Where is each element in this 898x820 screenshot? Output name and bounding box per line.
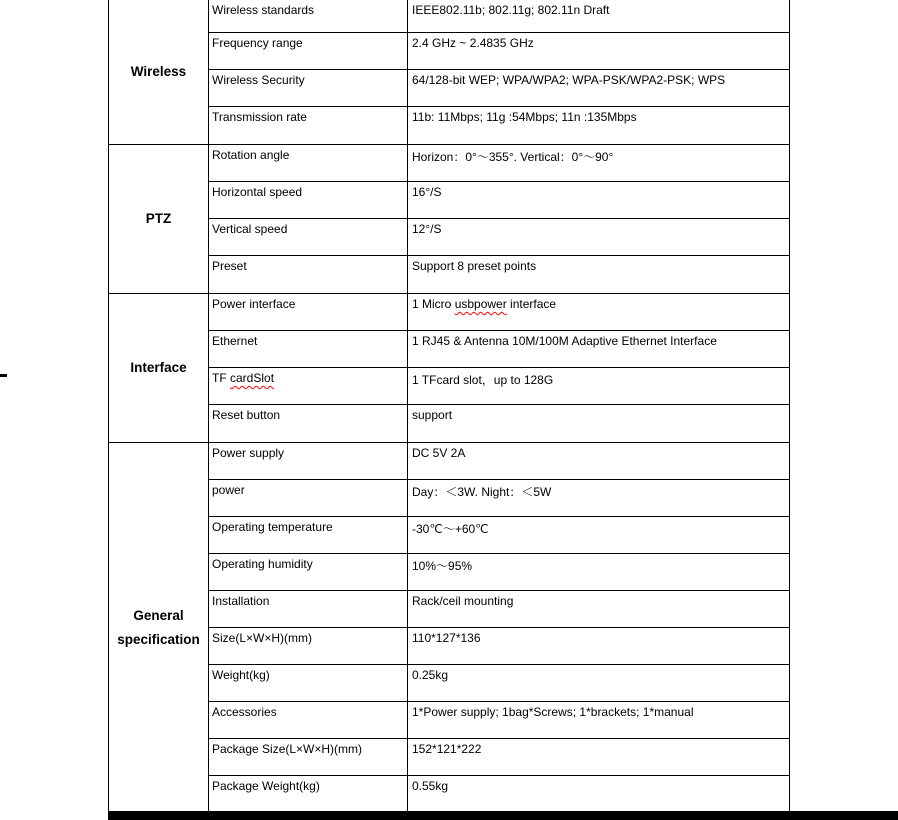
table-row	[209, 331, 790, 368]
section-rows	[209, 145, 790, 293]
spec-name-cell: Wireless standards	[209, 0, 408, 32]
spellcheck-underline: cardSlot	[230, 371, 275, 385]
spec-name-cell: Frequency range	[209, 33, 408, 69]
section-rows	[209, 443, 790, 813]
spec-name-cell: power	[209, 480, 408, 516]
spec-name-cell: Package Size(L×W×H)(mm)	[209, 739, 408, 775]
spec-value-cell: IEEE802.11b; 802.11g; 802.11n Draft	[408, 0, 790, 32]
spec-name-cell: Ethernet	[209, 331, 408, 367]
spec-value-cell: DC 5V 2A	[408, 443, 790, 479]
category-label: General specification	[109, 443, 209, 813]
section-rows	[209, 294, 790, 442]
spec-table	[108, 0, 790, 814]
table-row	[209, 256, 790, 293]
spec-value-cell: 2.4 GHz ~ 2.4835 GHz	[408, 33, 790, 69]
spec-name-cell: Size(L×W×H)(mm)	[209, 628, 408, 664]
spec-value-cell: 110*127*136	[408, 628, 790, 664]
spec-value-cell: support	[408, 405, 790, 442]
table-row	[209, 107, 790, 144]
spec-section	[109, 145, 790, 294]
spec-value-cell: 16°/S	[408, 182, 790, 218]
page-bottom-bar	[108, 811, 898, 820]
category-label: Wireless	[109, 0, 209, 144]
table-row	[209, 294, 790, 331]
spec-name-cell: Power interface	[209, 294, 408, 330]
spec-name-cell: Weight(kg)	[209, 665, 408, 701]
spec-name-cell: Rotation angle	[209, 145, 408, 181]
table-row	[209, 665, 790, 702]
table-row	[209, 702, 790, 739]
table-row	[209, 554, 790, 591]
spec-value-cell: -30℃～+60℃	[408, 517, 790, 553]
spec-value-cell: 1 Micro usbpower interface	[408, 294, 790, 330]
spec-value-cell: 12°/S	[408, 219, 790, 255]
table-row	[209, 145, 790, 182]
spec-value-cell: 0.55kg	[408, 776, 790, 813]
table-row	[209, 628, 790, 665]
spec-name-cell: Accessories	[209, 702, 408, 738]
section-rows	[209, 0, 790, 144]
table-row	[209, 182, 790, 219]
table-row	[209, 480, 790, 517]
table-row	[209, 591, 790, 628]
spec-name-cell: Operating humidity	[209, 554, 408, 590]
table-row	[209, 443, 790, 480]
spec-value-cell: 11b: 11Mbps; 11g :54Mbps; 11n :135Mbps	[408, 107, 790, 144]
spec-value-cell: Day：＜3W. Night：＜5W	[408, 480, 790, 516]
spec-value-cell: 10%～95%	[408, 554, 790, 590]
spec-name-cell: Wireless Security	[209, 70, 408, 106]
spec-section	[109, 443, 790, 814]
spec-value-cell: 1 RJ45 & Antenna 10M/100M Adaptive Ethernet Interface	[408, 331, 790, 367]
category-label: Interface	[109, 294, 209, 442]
margin-tick	[0, 374, 7, 377]
table-row	[209, 405, 790, 442]
spec-value-cell: 64/128-bit WEP; WPA/WPA2; WPA-PSK/WPA2-PSK; WPS	[408, 70, 790, 106]
spellcheck-underline: usbpower	[454, 297, 507, 311]
spec-name-cell: Vertical speed	[209, 219, 408, 255]
spec-value-cell: Rack/ceil mounting	[408, 591, 790, 627]
table-row	[209, 368, 790, 405]
table-row	[209, 33, 790, 70]
spec-section	[109, 0, 790, 145]
spec-name-cell: Package Weight(kg)	[209, 776, 408, 813]
spec-name-cell: Power supply	[209, 443, 408, 479]
spec-name-cell: Reset button	[209, 405, 408, 442]
table-row	[209, 739, 790, 776]
category-label: PTZ	[109, 145, 209, 293]
spec-value-cell: 152*121*222	[408, 739, 790, 775]
table-row	[209, 219, 790, 256]
spec-name-cell: Transmission rate	[209, 107, 408, 144]
table-row	[209, 0, 790, 33]
table-row	[209, 70, 790, 107]
spec-section	[109, 294, 790, 443]
table-row	[209, 776, 790, 813]
spec-name-cell: Preset	[209, 256, 408, 293]
spec-name-cell: Horizontal speed	[209, 182, 408, 218]
spec-value-cell: Support 8 preset points	[408, 256, 790, 293]
spec-name-cell: TF cardSlot	[209, 368, 408, 404]
spec-value-cell: Horizon：0°～355°. Vertical：0°～90°	[408, 145, 790, 181]
spec-name-cell: Operating temperature	[209, 517, 408, 553]
spec-name-cell: Installation	[209, 591, 408, 627]
table-row	[209, 517, 790, 554]
spec-value-cell: 1*Power supply; 1bag*Screws; 1*brackets; 1*manual	[408, 702, 790, 738]
spec-value-cell: 0.25kg	[408, 665, 790, 701]
spec-value-cell: 1 TFcard slot，up to 128G	[408, 368, 790, 404]
